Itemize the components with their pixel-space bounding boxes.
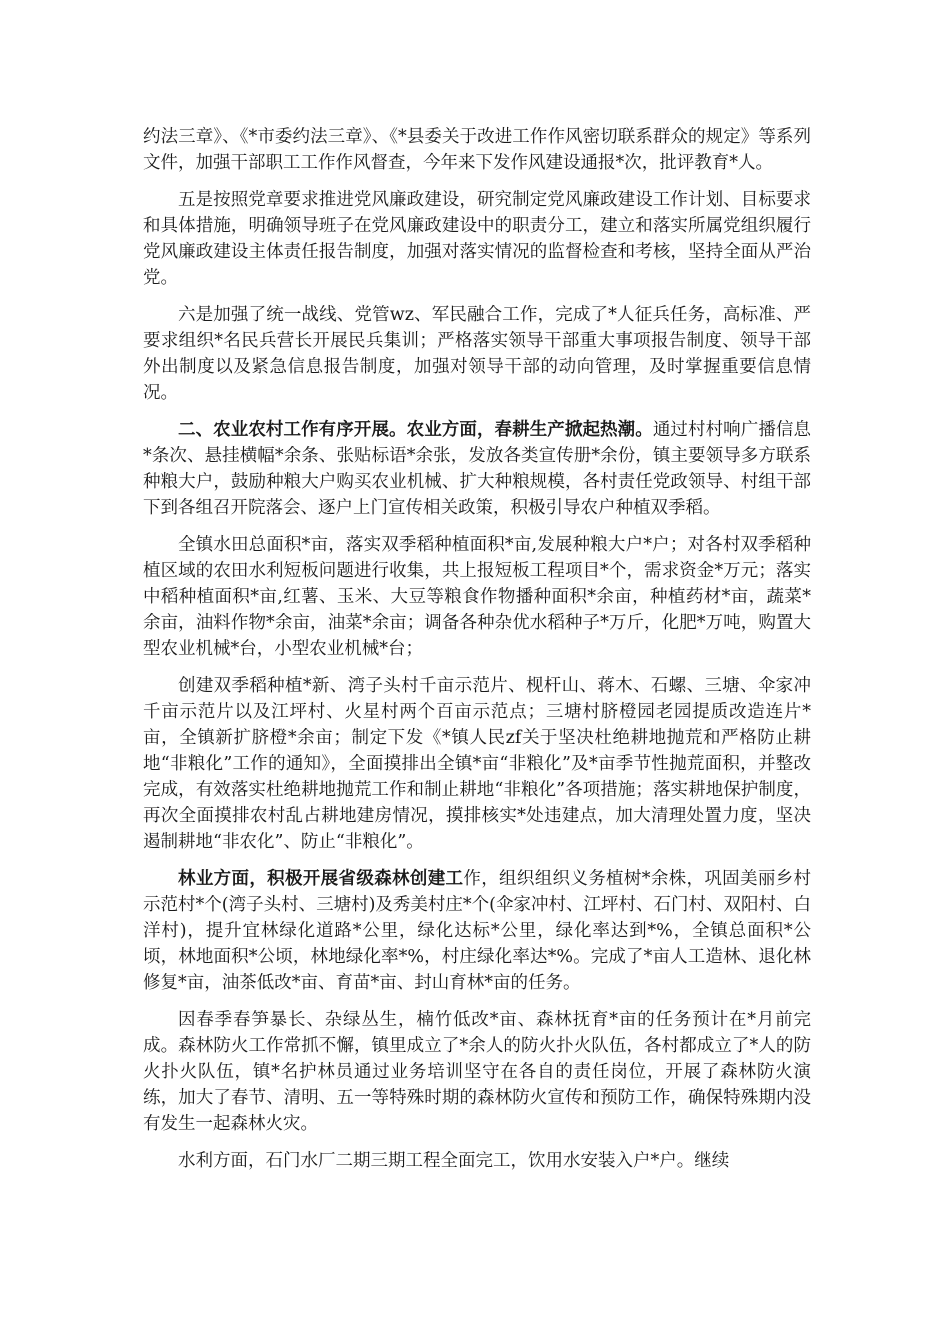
document-page: [143, 124, 811, 1185]
paragraph-text: 作，组织组织义务植树*余株，巩固美丽乡村示范村*个(湾子头村、三塘村)及秀美村庄*个(伞家冲村、江坪村、石门村、双阳村、白洋村)，提升宜林绿化道路*公里，绿化达标*公里，绿化率达到*%，全镇总面积*公顷，林地面积*公顷，林地绿化率*%，村庄绿化率达*%。完成了*亩人工造林、退化林修复*亩，油茶低改*亩、育苗*亩、封山育林*亩的任务。: [143, 869, 812, 993]
paragraph-text: 水利方面，石门水厂二期三期工程全面完工，饮用水安装入户*户。继续: [178, 1151, 730, 1171]
paragraph-3: [143, 302, 811, 406]
paragraph-text: 全镇水田总面积*亩，落实双季稻种植面积*亩,发展种粮大户*户；对各村双季稻种植区域的农田水利短板问题进行收集，共上报短板工程项目*个，需求资金*万元；落实中稻种植面积*亩,红薯、玉米、大豆等粮食作物播种面积*余亩，种植药材*亩，蔬菜*余亩，油料作物*余亩，油菜*余亩；调备各种杂优水稻种子*万斤，化肥*万吨，购置大型农业机械*台，小型农业机械*台；: [143, 535, 811, 659]
paragraph-6: [143, 673, 811, 855]
paragraph-text: 通过村村响广播信息*条次、悬挂横幅*余条、张贴标语*余张，发放各类宣传册*余份，镇主要领导多方联系种粮大户，鼓励种粮大户购买农业机械、扩大种粮规模，各村责任党政领导、村组干部下到各组召开院落会、逐户上门宣传相关政策，积极引导农户种植双季稻。: [143, 420, 811, 518]
paragraph-8: [143, 1007, 811, 1137]
paragraph-1: [143, 124, 811, 176]
paragraph-2: [143, 187, 811, 291]
paragraph-lead: 二、农业农村工作有序开展。农业方面，春耕生产掀起热潮。: [178, 420, 653, 440]
paragraph-text: 创建双季稻种植*新、湾子头村千亩示范片、枧杆山、蒋木、石螺、三塘、伞家冲千亩示范片以及江坪村、火星村两个百亩示范点；三塘村脐橙园老园提质改造连片*亩，全镇新扩脐橙*余亩；制定下发《*镇人民zf关于坚决杜绝耕地抛荒和严格防止耕地“非粮化”工作的通知》，全面摸排出全镇*亩“非粮化”及*亩季节性抛荒面积，并整改完成，有效落实杜绝耕地抛荒工作和制止耕地“非粮化”各项措施；落实耕地保护制度，再次全面摸排农村乱占耕地建房情况，摸排核实*处违建点，加大清理处置力度，坚决遏制耕地“非农化”、防止“非粮化”。: [143, 676, 811, 852]
paragraph-4: [143, 417, 811, 521]
paragraph-5: [143, 532, 811, 662]
paragraph-7: [143, 866, 811, 996]
paragraph-9: [143, 1148, 811, 1174]
paragraph-text: 因春季春笋暴长、杂绿丛生，楠竹低改*亩、森林抚育*亩的任务预计在*月前完成。森林防火工作常抓不懈，镇里成立了*余人的防火扑火队伍，各村都成立了*人的防火扑火队伍，镇*名护林员通过业务培训坚守在各自的责任岗位，开展了森林防火演练，加大了春节、清明、五一等特殊时期的森林防火宣传和预防工作，确保特殊期内没有发生一起森林火灾。: [143, 1010, 811, 1134]
paragraph-text: 六是加强了统一战线、党管wz、军民融合工作，完成了*人征兵任务，高标准、严要求组织*名民兵营长开展民兵集训；严格落实领导干部重大事项报告制度、领导干部外出制度以及紧急信息报告制度，加强对领导干部的动向管理，及时掌握重要信息情况。: [143, 305, 811, 403]
paragraph-text: 五是按照党章要求推进党风廉政建设，研究制定党风廉政建设工作计划、目标要求和具体措施，明确领导班子在党风廉政建设中的职责分工，建立和落实所属党组织履行党风廉政建设主体责任报告制度，加强对落实情况的监督检查和考核，坚持全面从严治党。: [143, 190, 811, 288]
paragraph-text: 约法三章》、《*市委约法三章》、《*县委关于改进工作作风密切联系群众的规定》等系列文件，加强干部职工工作作风督查，今年来下发作风建设通报*次，批评教育*人。: [143, 127, 811, 173]
paragraph-lead: 林业方面，积极开展省级森林创建工: [178, 869, 464, 889]
